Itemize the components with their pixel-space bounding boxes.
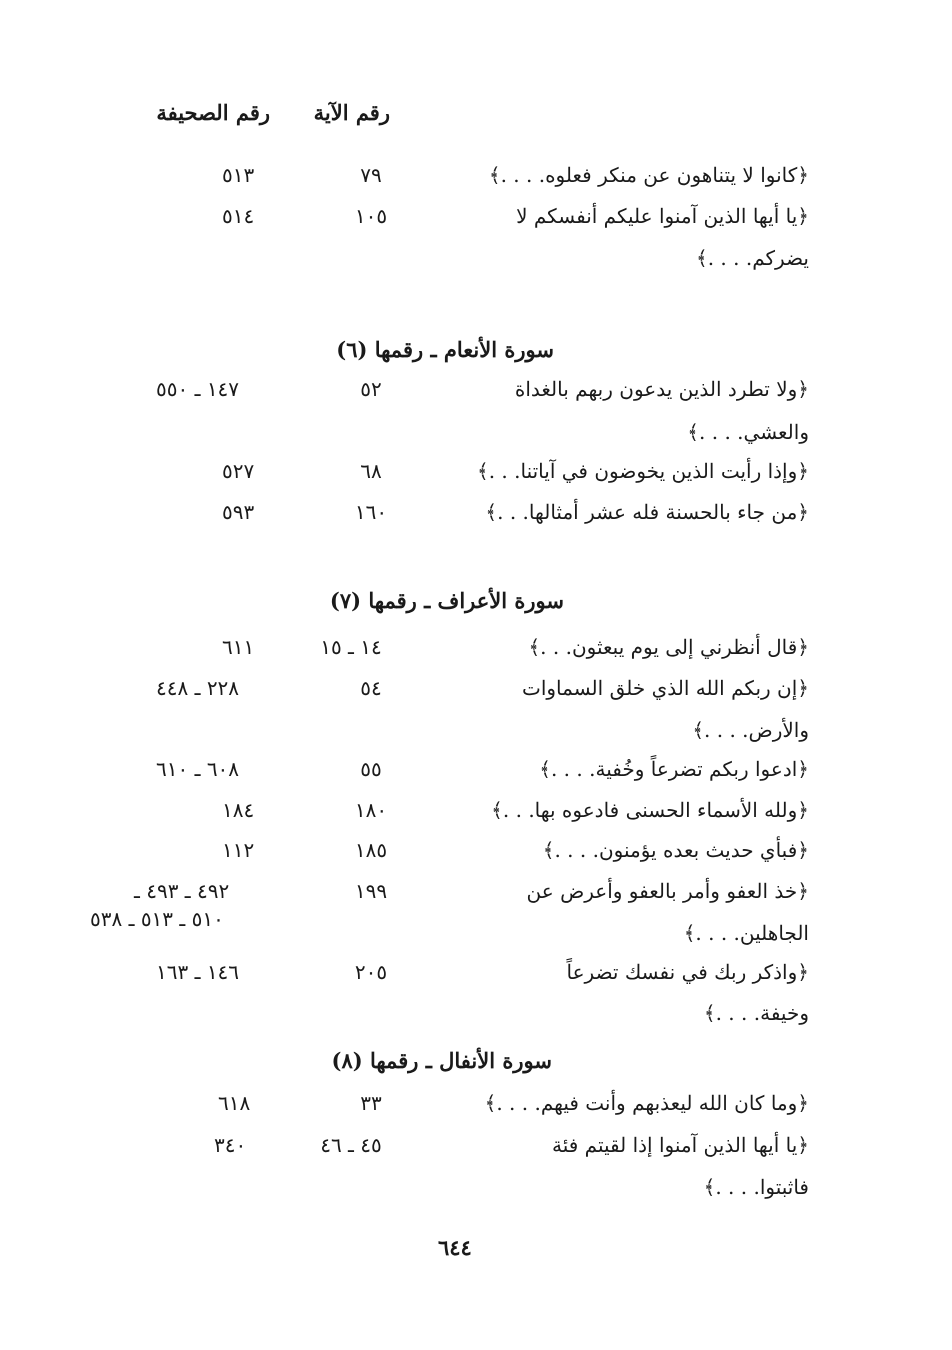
verse-text: ﴿من جاء بالحسنة فله عشر أمثالها. . .﴾ bbox=[485, 500, 809, 524]
verse-text-continuation: فاثبتوا. . . .﴾ bbox=[703, 1175, 809, 1199]
aya-number: ١٩٩ bbox=[354, 879, 388, 903]
page-number: ٦٤٤ bbox=[438, 1235, 472, 1260]
aya-column-header: رقم الآية bbox=[313, 100, 390, 125]
verse-text: ﴿كانوا لا يتناهون عن منكر فعلوه. . . .﴾ bbox=[488, 163, 809, 187]
verse-text: ﴿يا أيها الذين آمنوا عليكم أنفسكم لا bbox=[516, 204, 809, 228]
page-number-ref: ٥١٣ bbox=[222, 163, 255, 187]
aya-number: ١٦٠ bbox=[354, 500, 388, 524]
page-number-ref: ٦٠٨ ـ ٦١٠ bbox=[156, 757, 240, 781]
sura-heading: سورة الأنفال ـ رقمها (٨) bbox=[331, 1048, 552, 1073]
page-number-ref: ٥١٤ bbox=[222, 204, 255, 228]
page-number-ref: ٦١١ bbox=[222, 635, 255, 659]
page-number-ref: ٦١٨ bbox=[218, 1091, 251, 1115]
aya-number: ٣٣ bbox=[360, 1091, 382, 1115]
verse-text: ﴿قال أنظرني إلى يوم يبعثون. . .﴾ bbox=[528, 635, 809, 659]
aya-number: ٦٨ bbox=[360, 459, 382, 483]
page-number-ref: ٢٢٨ ـ ٤٤٨ bbox=[156, 676, 240, 700]
page-number-ref: ١٤٦ ـ ١٦٣ bbox=[156, 960, 240, 984]
aya-number: ١٤ ـ ١٥ bbox=[320, 635, 382, 659]
verse-text: ﴿واذكر ربك في نفسك تضرعاً bbox=[566, 960, 809, 984]
verse-text: ﴿وإذا رأيت الذين يخوضون في آياتنا. . .﴾ bbox=[476, 459, 809, 483]
verse-text: ﴿يا أيها الذين آمنوا إذا لقيتم فئة bbox=[551, 1133, 809, 1157]
verse-text-continuation: وخيفة. . . .﴾ bbox=[703, 1001, 809, 1025]
verse-text: ﴿ولله الأسماء الحسنى فادعوه بها. . .﴾ bbox=[491, 798, 809, 822]
page-number-ref: ١١٢ bbox=[222, 838, 255, 862]
aya-number: ٥٥ bbox=[360, 757, 382, 781]
aya-number: ١٨٥ bbox=[354, 838, 388, 862]
aya-number: ٤٥ ـ ٤٦ bbox=[320, 1133, 382, 1157]
sura-heading: سورة الأعراف ـ رقمها (٧) bbox=[329, 588, 564, 613]
aya-number: ٢٠٥ bbox=[354, 960, 388, 984]
aya-number: ٥٤ bbox=[360, 676, 382, 700]
aya-number: ١٨٠ bbox=[354, 798, 388, 822]
verse-text-continuation: الجاهلين. . . .﴾ bbox=[683, 921, 809, 945]
page-number-ref: ١٨٤ bbox=[222, 798, 255, 822]
verse-text-continuation: يضركم. . . .﴾ bbox=[696, 246, 809, 270]
verse-text: ﴿ادعوا ربكم تضرعاً وخُفية. . . .﴾ bbox=[539, 757, 809, 781]
verse-text: ﴿وما كان الله ليعذبهم وأنت فيهم. . . .﴾ bbox=[484, 1091, 809, 1115]
aya-number: ٧٩ bbox=[360, 163, 382, 187]
page-number-ref: ٣٤٠ bbox=[214, 1133, 247, 1157]
page-number-ref: ١٤٧ ـ ٥٥٠ bbox=[156, 377, 240, 401]
verse-text: ﴿خذ العفو وأمر بالعفو وأعرض عن bbox=[526, 879, 809, 903]
page-number-ref: ٥١٠ ـ ٥١٣ ـ ٥٣٨ bbox=[90, 907, 224, 931]
sura-heading: سورة الأنعام ـ رقمها (٦) bbox=[336, 337, 554, 362]
verse-text-continuation: والأرض. . . .﴾ bbox=[692, 718, 809, 742]
page-column-header: رقم الصحيفة bbox=[156, 100, 270, 125]
page-number-ref: ٥٢٧ bbox=[222, 459, 255, 483]
page-number-ref: ٥٩٣ bbox=[222, 500, 255, 524]
verse-text: ﴿ولا تطرد الذين يدعون ربهم بالغداة bbox=[514, 377, 809, 401]
verse-text-continuation: والعشي. . . .﴾ bbox=[687, 420, 809, 444]
aya-number: ٥٢ bbox=[360, 377, 382, 401]
verse-text: ﴿إن ربكم الله الذي خلق السماوات bbox=[522, 676, 809, 700]
verse-text: ﴿فبأي حديث بعده يؤمنون. . . .﴾ bbox=[542, 838, 809, 862]
aya-number: ١٠٥ bbox=[354, 204, 388, 228]
page-number-ref: ٤٩٢ ـ ٤٩٣ ـ bbox=[134, 879, 230, 903]
